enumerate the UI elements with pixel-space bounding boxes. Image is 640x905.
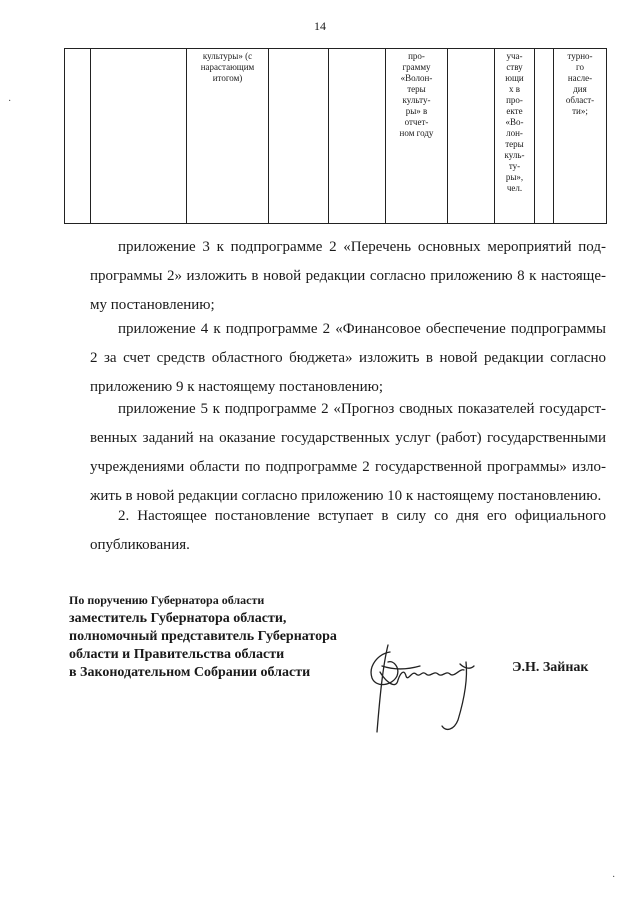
table-cell — [329, 49, 386, 224]
paragraph-effective-date — [90, 502, 606, 560]
margin-mark: · — [612, 872, 616, 883]
margin-mark: · — [8, 96, 12, 107]
table-fragment — [64, 48, 607, 224]
paragraph-line: программы 2» изложить в новой редакции согласно приложению 8 к настояще- — [90, 268, 606, 284]
paragraph-line: му постановлению; — [90, 297, 215, 313]
handwritten-signature — [350, 640, 480, 735]
paragraph-appendix-4 — [90, 315, 606, 402]
page-number: 14 — [314, 19, 326, 33]
paragraph-line: жить в новой редакции согласно приложению 10 к настоящему постановлению. — [90, 488, 602, 504]
paragraph-line: приложение 3 к подпрограмме 2 «Перечень основных мероприятий под- — [118, 239, 606, 255]
on-behalf-line: По поручению Губернатора области — [69, 593, 265, 607]
table-cell: турно- го насле- дия област- ти»; — [554, 49, 607, 224]
signatory-title: заместитель Губернатора области, полномочный представитель Губернатора области и Правительства области в Законодательном Собрании области — [69, 611, 337, 680]
paragraph-appendix-5 — [90, 395, 606, 511]
table-cell: культуры» (с нарастающим итогом) — [187, 49, 269, 224]
paragraph-line: приложение 4 к подпрограмме 2 «Финансовое обеспечение подпрограммы — [118, 321, 606, 337]
paragraph-line: опубликования. — [90, 537, 190, 553]
table-cell — [65, 49, 91, 224]
table-cell: уча- ству ющи х в про- екте «Во- лон- теры куль- ту- ры», чел. — [495, 49, 535, 224]
table-cell — [535, 49, 554, 224]
paragraph-line: 2 за счет средств областного бюджета» изложить в новой редакции согласно — [90, 350, 606, 366]
signatory-name: Э.Н. Зайнак — [512, 660, 589, 675]
table-cell — [91, 49, 187, 224]
paragraph-line: приложению 9 к настоящему постановлению; — [90, 379, 383, 395]
paragraph-line: приложение 5 к подпрограмме 2 «Прогноз сводных показателей государст- — [118, 401, 606, 417]
paragraph-line: учреждениями области по подпрограмме 2 государственной программы» изло- — [90, 459, 606, 475]
paragraph-line: венных заданий на оказание государственных услуг (работ) государственными — [90, 430, 606, 446]
table-cell — [269, 49, 329, 224]
table-cell: про- грамму «Волон- теры культу- ры» в отчет- ном году — [386, 49, 448, 224]
paragraph-line: 2. Настоящее постановление вступает в силу со дня его официального — [118, 508, 606, 524]
signature-block — [69, 590, 337, 682]
table-row — [65, 49, 607, 224]
paragraph-appendix-3 — [90, 233, 606, 320]
table-cell — [448, 49, 495, 224]
